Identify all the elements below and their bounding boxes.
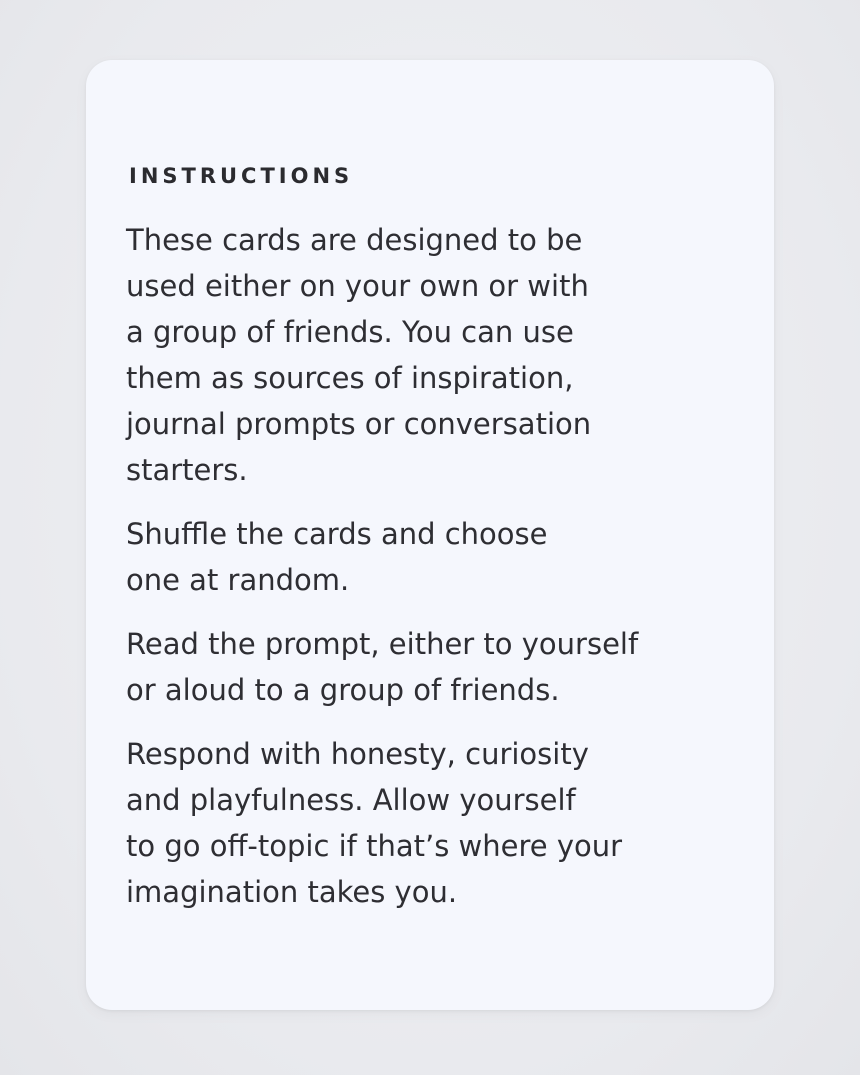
paragraph-shuffle: Shuffle the cards and choose one at random. — [126, 517, 548, 597]
paragraph-respond: Respond with honesty, curiosity and playfulness. Allow yourself to go off-topic if that’s where your imagination takes you. — [126, 737, 623, 909]
instruction-card — [86, 60, 774, 1010]
paragraph-read: Read the prompt, either to yourself or aloud to a group of friends. — [126, 627, 639, 707]
card-heading: INSTRUCTIONS — [129, 164, 354, 188]
paragraph-intro: These cards are designed to be used either on your own or with a group of friends. You can use them as sources of inspiration, journal prompts or conversation starters. — [126, 223, 592, 487]
